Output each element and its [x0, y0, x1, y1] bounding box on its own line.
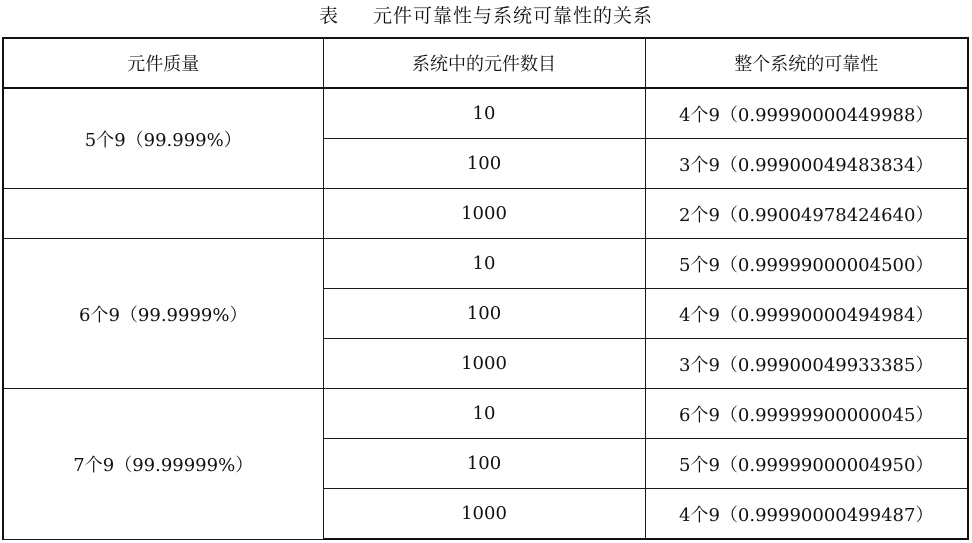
count-cell: 1000 [323, 339, 645, 389]
quality-cell: 6个9（99.9999%） [3, 239, 323, 389]
count-cell: 1000 [323, 489, 645, 540]
reliability-cell: 2个9（0.99004978424640） [645, 189, 968, 239]
reliability-cell: 3个9（0.99900049483834） [645, 139, 968, 189]
count-cell: 100 [323, 289, 645, 339]
table-row [3, 189, 968, 239]
table-row [3, 389, 968, 439]
quality-cell [3, 189, 323, 239]
count-cell: 10 [323, 389, 645, 439]
reliability-cell: 4个9（0.99990000494984） [645, 289, 968, 339]
quality-cell: 7个9（99.99999%） [3, 389, 323, 540]
reliability-cell: 3个9（0.99900049933385） [645, 339, 968, 389]
table-caption-label: 表 [318, 5, 339, 27]
table-row [3, 88, 968, 139]
reliability-cell: 4个9（0.99990000449988） [645, 88, 968, 139]
reliability-cell: 5个9（0.99999000004950） [645, 439, 968, 489]
reliability-cell: 5个9（0.99999000004500） [645, 239, 968, 289]
table-header-row [3, 38, 968, 88]
count-cell: 1000 [323, 189, 645, 239]
header-system-reliability: 整个系统的可靠性 [645, 38, 968, 88]
quality-cell: 5个9（99.999%） [3, 88, 323, 189]
header-component-count: 系统中的元件数目 [323, 38, 645, 88]
count-cell: 10 [323, 88, 645, 139]
reliability-cell: 4个9（0.99990000499487） [645, 489, 968, 540]
count-cell: 10 [323, 239, 645, 289]
count-cell: 100 [323, 139, 645, 189]
reliability-cell: 6个9（0.99999900000045） [645, 389, 968, 439]
reliability-table [2, 37, 969, 540]
count-cell: 100 [323, 439, 645, 489]
table-caption [0, 2, 972, 30]
table-caption-title: 元件可靠性与系统可靠性的关系 [373, 5, 654, 27]
table-row [3, 239, 968, 289]
header-component-quality: 元件质量 [3, 38, 323, 88]
